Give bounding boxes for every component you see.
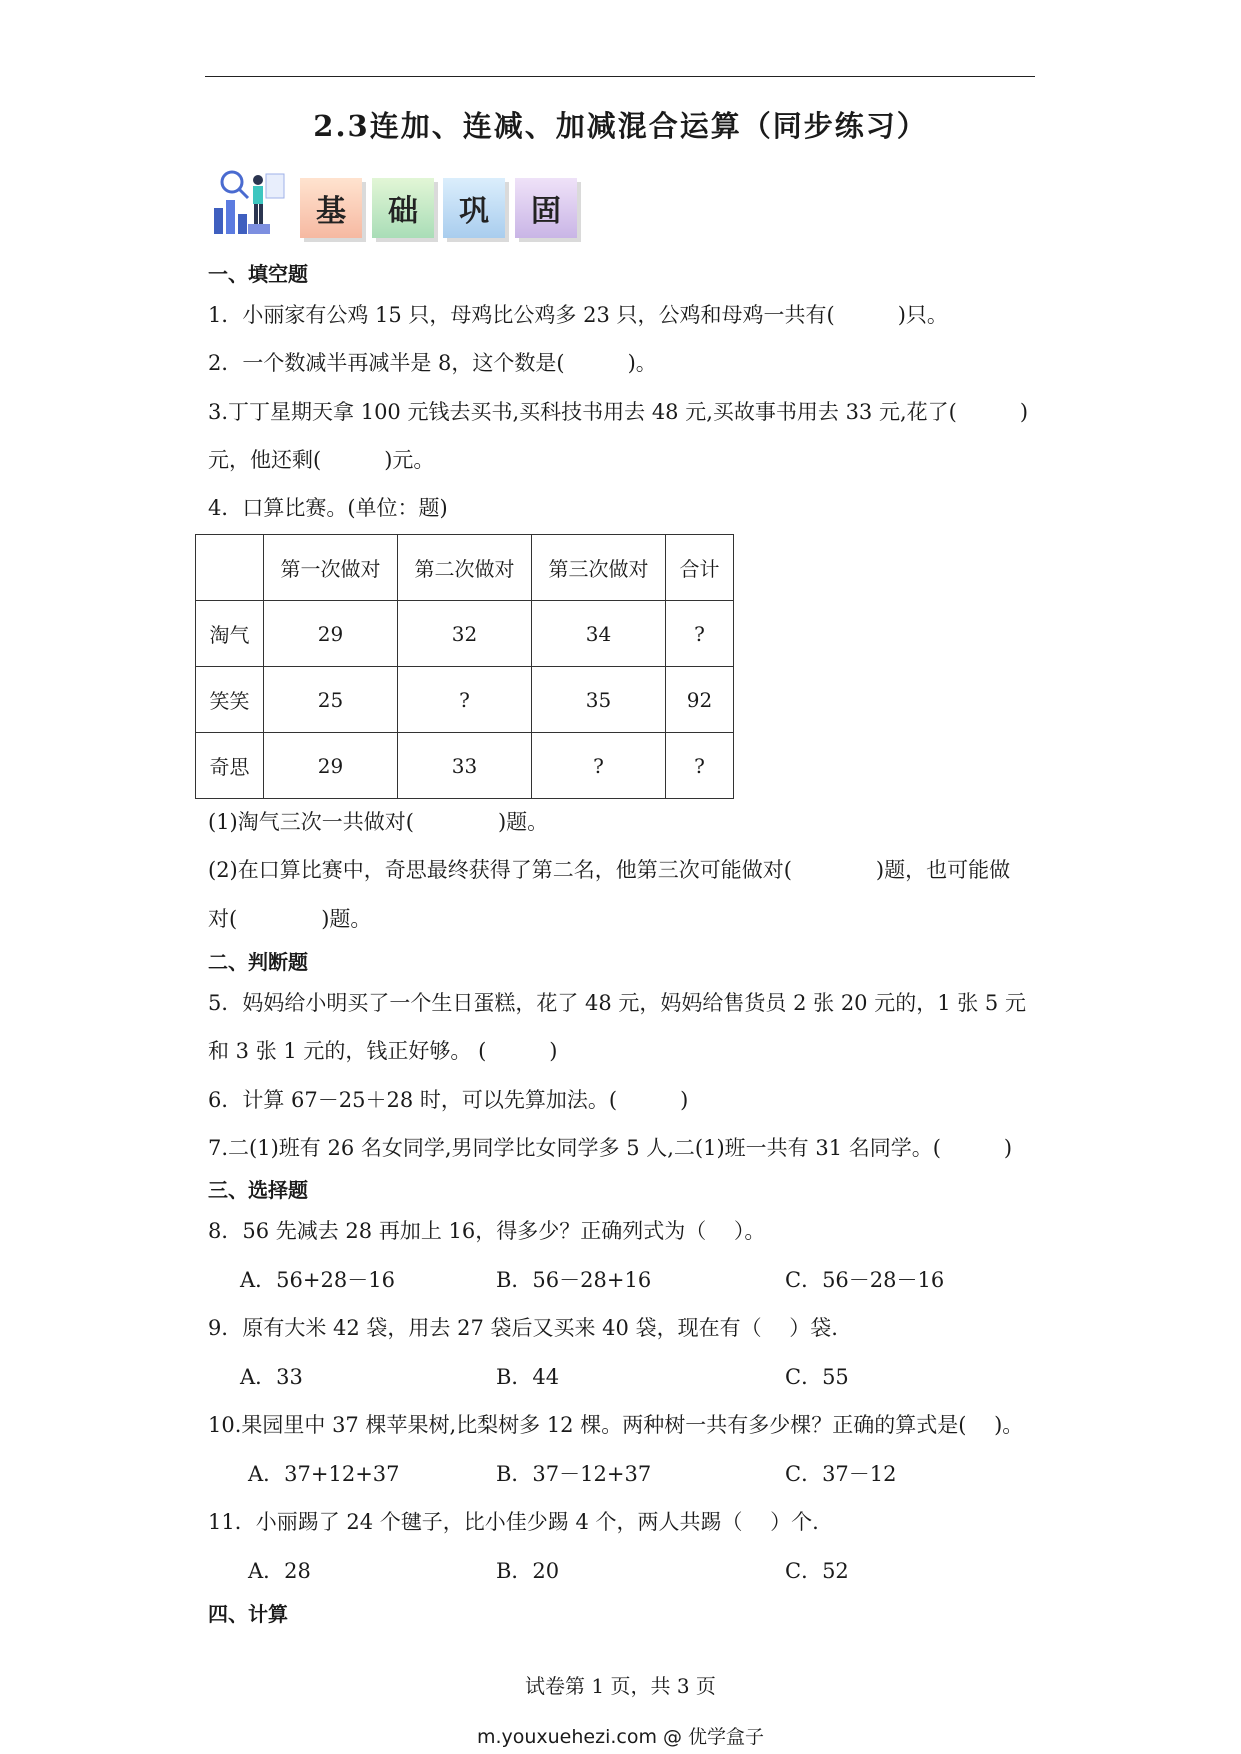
question-11-option-a: A．28 bbox=[248, 1559, 311, 1583]
table-row bbox=[196, 667, 734, 733]
section-banner bbox=[208, 168, 608, 240]
banner-tile-ji: 基 bbox=[300, 178, 362, 238]
header-rule bbox=[205, 76, 1035, 77]
table-cell: 奇思 bbox=[196, 733, 264, 799]
table-cell: ? bbox=[666, 601, 734, 667]
section-heading-fill-blank: 一、填空题 bbox=[208, 262, 308, 286]
question-3-line-1: 3.丁丁星期天拿 100 元钱去买书,买科技书用去 48 元,买故事书用去 33 元,花了( ) bbox=[208, 400, 1029, 424]
table-cell: 92 bbox=[666, 667, 734, 733]
table-cell: 29 bbox=[264, 733, 398, 799]
section-heading-calculation: 四、计算 bbox=[208, 1602, 288, 1626]
question-9-option-a: A．33 bbox=[240, 1365, 303, 1389]
question-11-option-b: B．20 bbox=[496, 1559, 560, 1583]
section-heading-judge: 二、判断题 bbox=[208, 950, 308, 974]
question-5-line-1: 5．妈妈给小明买了一个生日蛋糕，花了 48 元，妈妈给售货员 2 张 20 元的，1 张 5 元 bbox=[208, 991, 1026, 1015]
table-row bbox=[196, 601, 734, 667]
table-cell: 32 bbox=[398, 601, 532, 667]
table-cell: ? bbox=[532, 733, 666, 799]
question-4: 4．口算比赛。(单位：题) bbox=[208, 496, 448, 520]
banner-tile-chu: 础 bbox=[372, 178, 434, 238]
table-cell: 34 bbox=[532, 601, 666, 667]
student-figure-icon bbox=[208, 168, 288, 240]
banner-tile-gong: 巩 bbox=[443, 178, 505, 238]
page-title: 2.3连加、连减、加减混合运算（同步练习） bbox=[313, 109, 928, 143]
question-8-option-a: A．56+28－16 bbox=[240, 1268, 395, 1292]
question-8-option-c: C．56－28－16 bbox=[785, 1268, 945, 1292]
table-cell: 29 bbox=[264, 601, 398, 667]
question-8: 8．56 先减去 28 再加上 16，得多少？正确列式为（ ）。 bbox=[208, 1219, 766, 1243]
table-cell: ? bbox=[398, 667, 532, 733]
question-10-option-b: B．37－12+37 bbox=[496, 1462, 652, 1486]
question-2: 2．一个数减半再减半是 8，这个数是( )。 bbox=[208, 351, 657, 375]
table-header-row bbox=[196, 535, 734, 601]
question-10-option-a: A．37+12+37 bbox=[248, 1462, 400, 1486]
question-3-line-2: 元，他还剩( )元。 bbox=[208, 448, 435, 472]
question-4-sub-2-line-1: (2)在口算比赛中，奇思最终获得了第二名，他第三次可能做对( )题，也可能做 bbox=[208, 858, 1011, 882]
section-heading-choice: 三、选择题 bbox=[208, 1178, 308, 1202]
table-cell: ? bbox=[666, 733, 734, 799]
question-9: 9．原有大米 42 袋，用去 27 袋后又买来 40 袋，现在有（ ）袋. bbox=[208, 1316, 838, 1340]
question-10-option-c: C．37－12 bbox=[785, 1462, 897, 1486]
table-header-cell bbox=[196, 535, 264, 601]
watermark: m.youxuehezi.com @ 优学盒子 bbox=[476, 1726, 765, 1748]
table-cell: 淘气 bbox=[196, 601, 264, 667]
question-6: 6．计算 67－25＋28 时，可以先算加法。( ) bbox=[208, 1088, 689, 1112]
question-8-option-b: B．56－28+16 bbox=[496, 1268, 652, 1292]
table-header-cell: 合计 bbox=[666, 535, 734, 601]
table-cell: 33 bbox=[398, 733, 532, 799]
question-4-sub-1: (1)淘气三次一共做对( )题。 bbox=[208, 810, 549, 834]
banner-tile-gu: 固 bbox=[515, 178, 577, 238]
question-9-option-b: B．44 bbox=[496, 1365, 560, 1389]
table-cell: 25 bbox=[264, 667, 398, 733]
question-11-option-c: C．52 bbox=[785, 1559, 849, 1583]
table-row bbox=[196, 733, 734, 799]
question-4-sub-2-line-2: 对( )题。 bbox=[208, 907, 372, 931]
table-header-cell: 第三次做对 bbox=[532, 535, 666, 601]
score-table bbox=[195, 534, 734, 799]
question-7: 7.二(1)班有 26 名女同学,男同学比女同学多 5 人,二(1)班一共有 31 名同学。( ) bbox=[208, 1136, 1013, 1160]
table-cell: 35 bbox=[532, 667, 666, 733]
table-cell: 笑笑 bbox=[196, 667, 264, 733]
question-5-line-2: 和 3 张 1 元的，钱正好够。 ( ) bbox=[208, 1039, 558, 1063]
question-10: 10.果园里中 37 棵苹果树,比梨树多 12 棵。两种树一共有多少棵？正确的算式是( )。 bbox=[208, 1413, 1024, 1437]
table-header-cell: 第二次做对 bbox=[398, 535, 532, 601]
question-11: 11．小丽踢了 24 个毽子，比小佳少踢 4 个，两人共踢（ ）个. bbox=[208, 1510, 819, 1534]
table-header-cell: 第一次做对 bbox=[264, 535, 398, 601]
question-1: 1．小丽家有公鸡 15 只，母鸡比公鸡多 23 只，公鸡和母鸡一共有( )只。 bbox=[208, 303, 948, 327]
page-footer: 试卷第 1 页，共 3 页 bbox=[525, 1674, 716, 1698]
question-9-option-c: C．55 bbox=[785, 1365, 849, 1389]
